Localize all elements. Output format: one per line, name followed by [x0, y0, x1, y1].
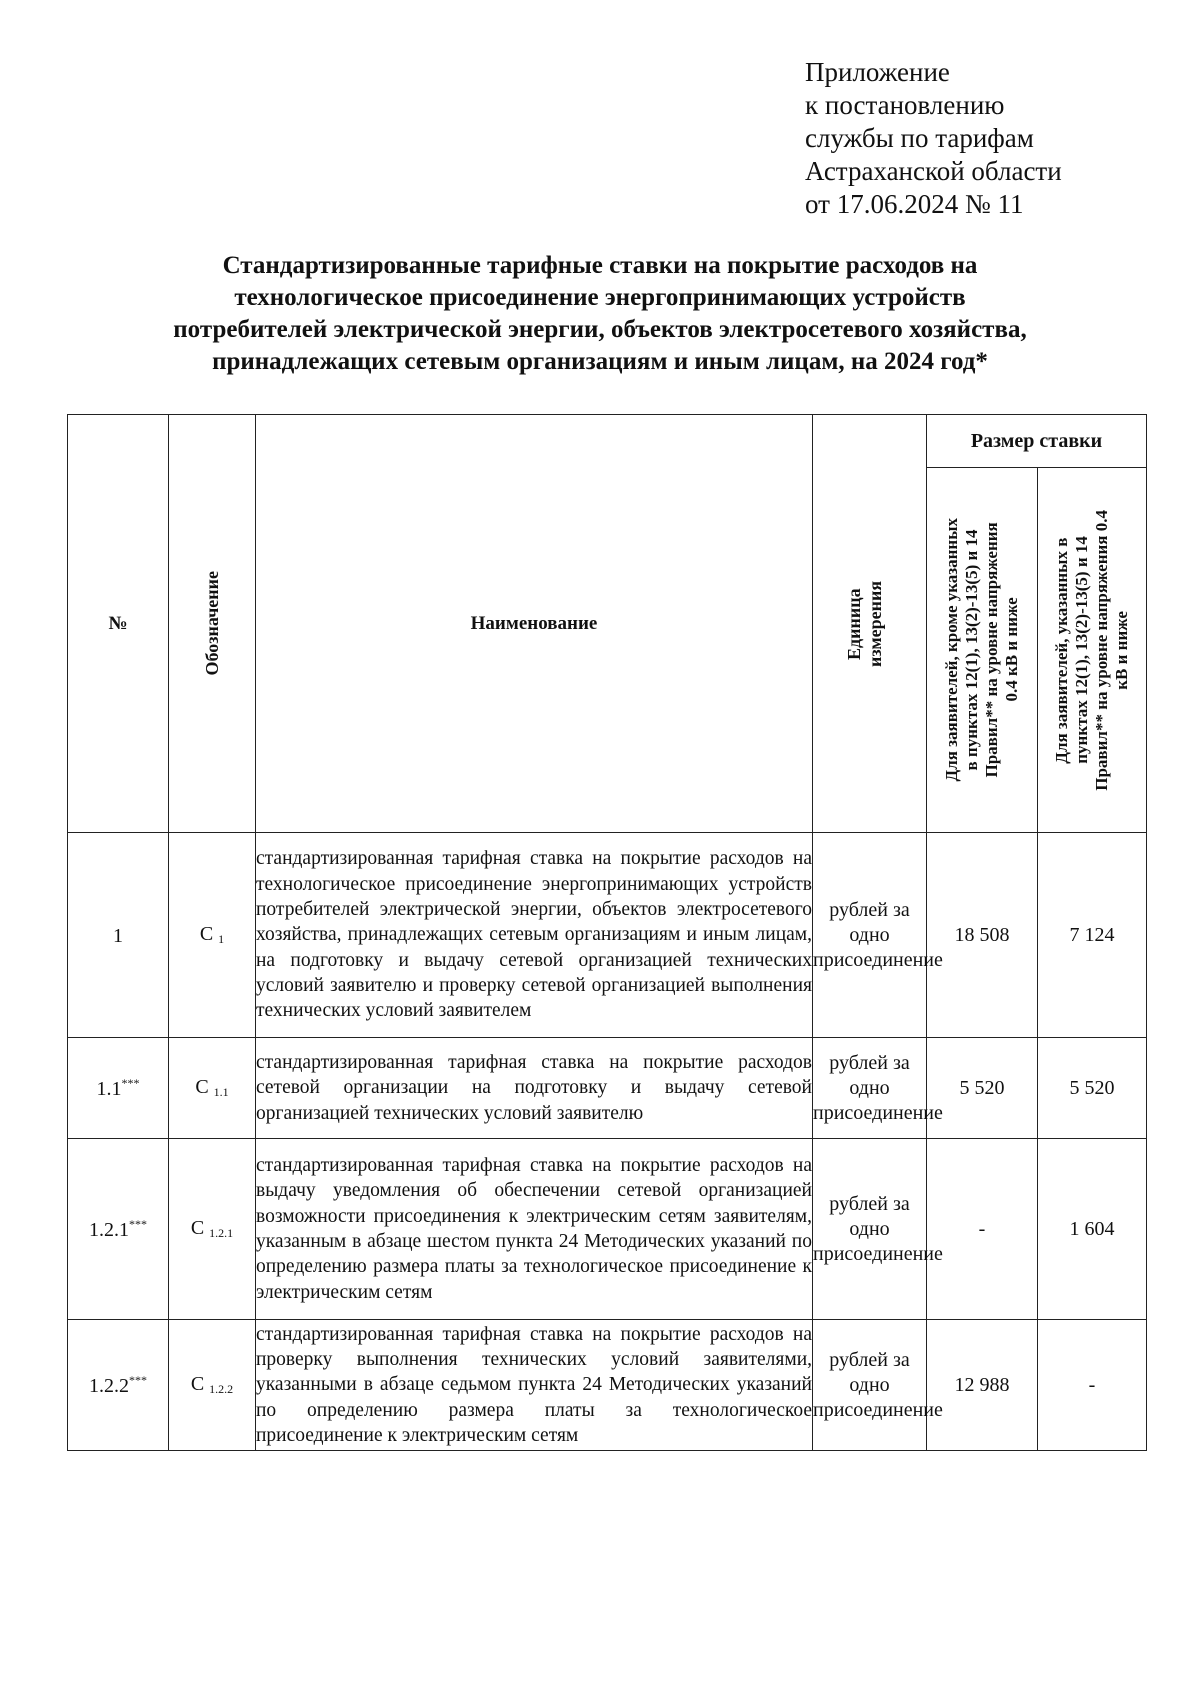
- row-value-b: 5 520: [1038, 1038, 1147, 1139]
- header-num: №: [68, 415, 169, 833]
- rates-table: [67, 414, 1147, 1451]
- row-code: С $_{1.2.2}$: [169, 1320, 256, 1451]
- header-col-a: [927, 468, 1038, 833]
- title-line: Стандартизированные тарифные ставки на покрытие расходов на: [222, 252, 978, 279]
- row-value-b: 7 124: [1038, 833, 1147, 1038]
- table-row: [68, 1139, 1147, 1320]
- row-name: стандартизированная тарифная ставка на покрытие расходов сетевой организации на подготовку и выдачу сетевой организацией технических условий заявителю: [256, 1038, 813, 1139]
- row-value-b: -: [1038, 1320, 1147, 1451]
- attachment-line: Приложение: [805, 57, 950, 87]
- row-name: стандартизированная тарифная ставка на покрытие расходов на проверку выполнения технических условий заявителями, указанными в абзаце седьмом пункта 24 Методических указаний по определению размера платы за технологическое присоединение к электрическим сетям: [256, 1320, 813, 1451]
- header-col-b: [1038, 468, 1147, 833]
- header-code-label: Обозначение: [201, 571, 222, 676]
- title-line: потребителей электрической энергии, объектов электросетевого хозяйства,: [173, 316, 1027, 343]
- row-value-a: 5 520: [927, 1038, 1038, 1139]
- document-title: [150, 250, 1050, 378]
- row-name: стандартизированная тарифная ставка на покрытие расходов на выдачу уведомления об обеспечении сетевой организацией возможности присоединения к электрическим сетям заявителям, указанным в абзаце шестом пункта 24 Методических указаний по определению размера платы за технологическое присоединение к электрическим сетям: [256, 1139, 813, 1320]
- attachment-block: [805, 56, 1062, 221]
- table-row: [68, 1038, 1147, 1139]
- header-col-a-line: Для заявителей, кроме указанных: [942, 518, 961, 782]
- attachment-line: от 17.06.2024 № 11: [805, 189, 1024, 219]
- row-num: 1.2.1***: [68, 1139, 169, 1320]
- header-unit-label: Единица измерения: [843, 580, 885, 667]
- attachment-line: к постановлению: [805, 90, 1005, 120]
- header-rate-size: Размер ставки: [927, 415, 1147, 468]
- header-unit: [813, 415, 927, 833]
- row-num: 1: [68, 833, 169, 1038]
- title-line: принадлежащих сетевым организациям и иным лицам, на 2024 год*: [212, 348, 988, 375]
- header-col-a-line: 0.4 кВ и ниже: [1002, 597, 1021, 703]
- row-code: С $_{1.2.1}$: [169, 1139, 256, 1320]
- header-col-b-line: Для заявителей, указанных в: [1052, 536, 1071, 764]
- table-row: [68, 1320, 1147, 1451]
- row-code: С $_1$: [169, 833, 256, 1038]
- header-col-a-line: Правил** на уровне напряжения: [982, 522, 1001, 778]
- attachment-line: службы по тарифам: [805, 123, 1034, 153]
- row-num: 1.1***: [68, 1038, 169, 1139]
- title-line: технологическое присоединение энергопринимающих устройств: [234, 284, 966, 311]
- row-unit: рублей за одно присоединение: [813, 1139, 927, 1320]
- row-value-b: 1 604: [1038, 1139, 1147, 1320]
- header-col-b-line: кВ и ниже: [1112, 610, 1131, 690]
- row-value-a: 18 508: [927, 833, 1038, 1038]
- row-code: С $_{1.1}$: [169, 1038, 256, 1139]
- attachment-line: Астраханской области: [805, 156, 1062, 186]
- table-row: [68, 833, 1147, 1038]
- header-col-b-line: Правил** на уровне напряжения 0.4: [1092, 509, 1111, 791]
- row-unit: рублей за одно присоединение: [813, 1320, 927, 1451]
- row-value-a: -: [927, 1139, 1038, 1320]
- row-unit: рублей за одно присоединение: [813, 833, 927, 1038]
- header-name: Наименование: [256, 415, 813, 833]
- row-num: 1.2.2***: [68, 1320, 169, 1451]
- row-value-a: 12 988: [927, 1320, 1038, 1451]
- header-col-a-label: [942, 518, 1022, 782]
- header-col-b-label: [1052, 510, 1132, 791]
- header-col-b-line: пунктах 12(1), 13(2)-13(5) и 14: [1072, 536, 1091, 764]
- row-name: стандартизированная тарифная ставка на покрытие расходов на технологическое присоединение энергопринимающих устройств потребителей электрической энергии, объектов электросетевого хозяйства, принадлежащих сетевым организациям и иным лицам, на подготовку и выдачу сетевой организацией технических условий заявителю и проверку сетевой организацией выполнения технических условий заявителем: [256, 833, 813, 1038]
- header-col-a-line: в пунктах 12(1), 13(2)-13(5) и 14: [962, 529, 981, 771]
- row-unit: рублей за одно присоединение: [813, 1038, 927, 1139]
- header-code: [169, 415, 256, 833]
